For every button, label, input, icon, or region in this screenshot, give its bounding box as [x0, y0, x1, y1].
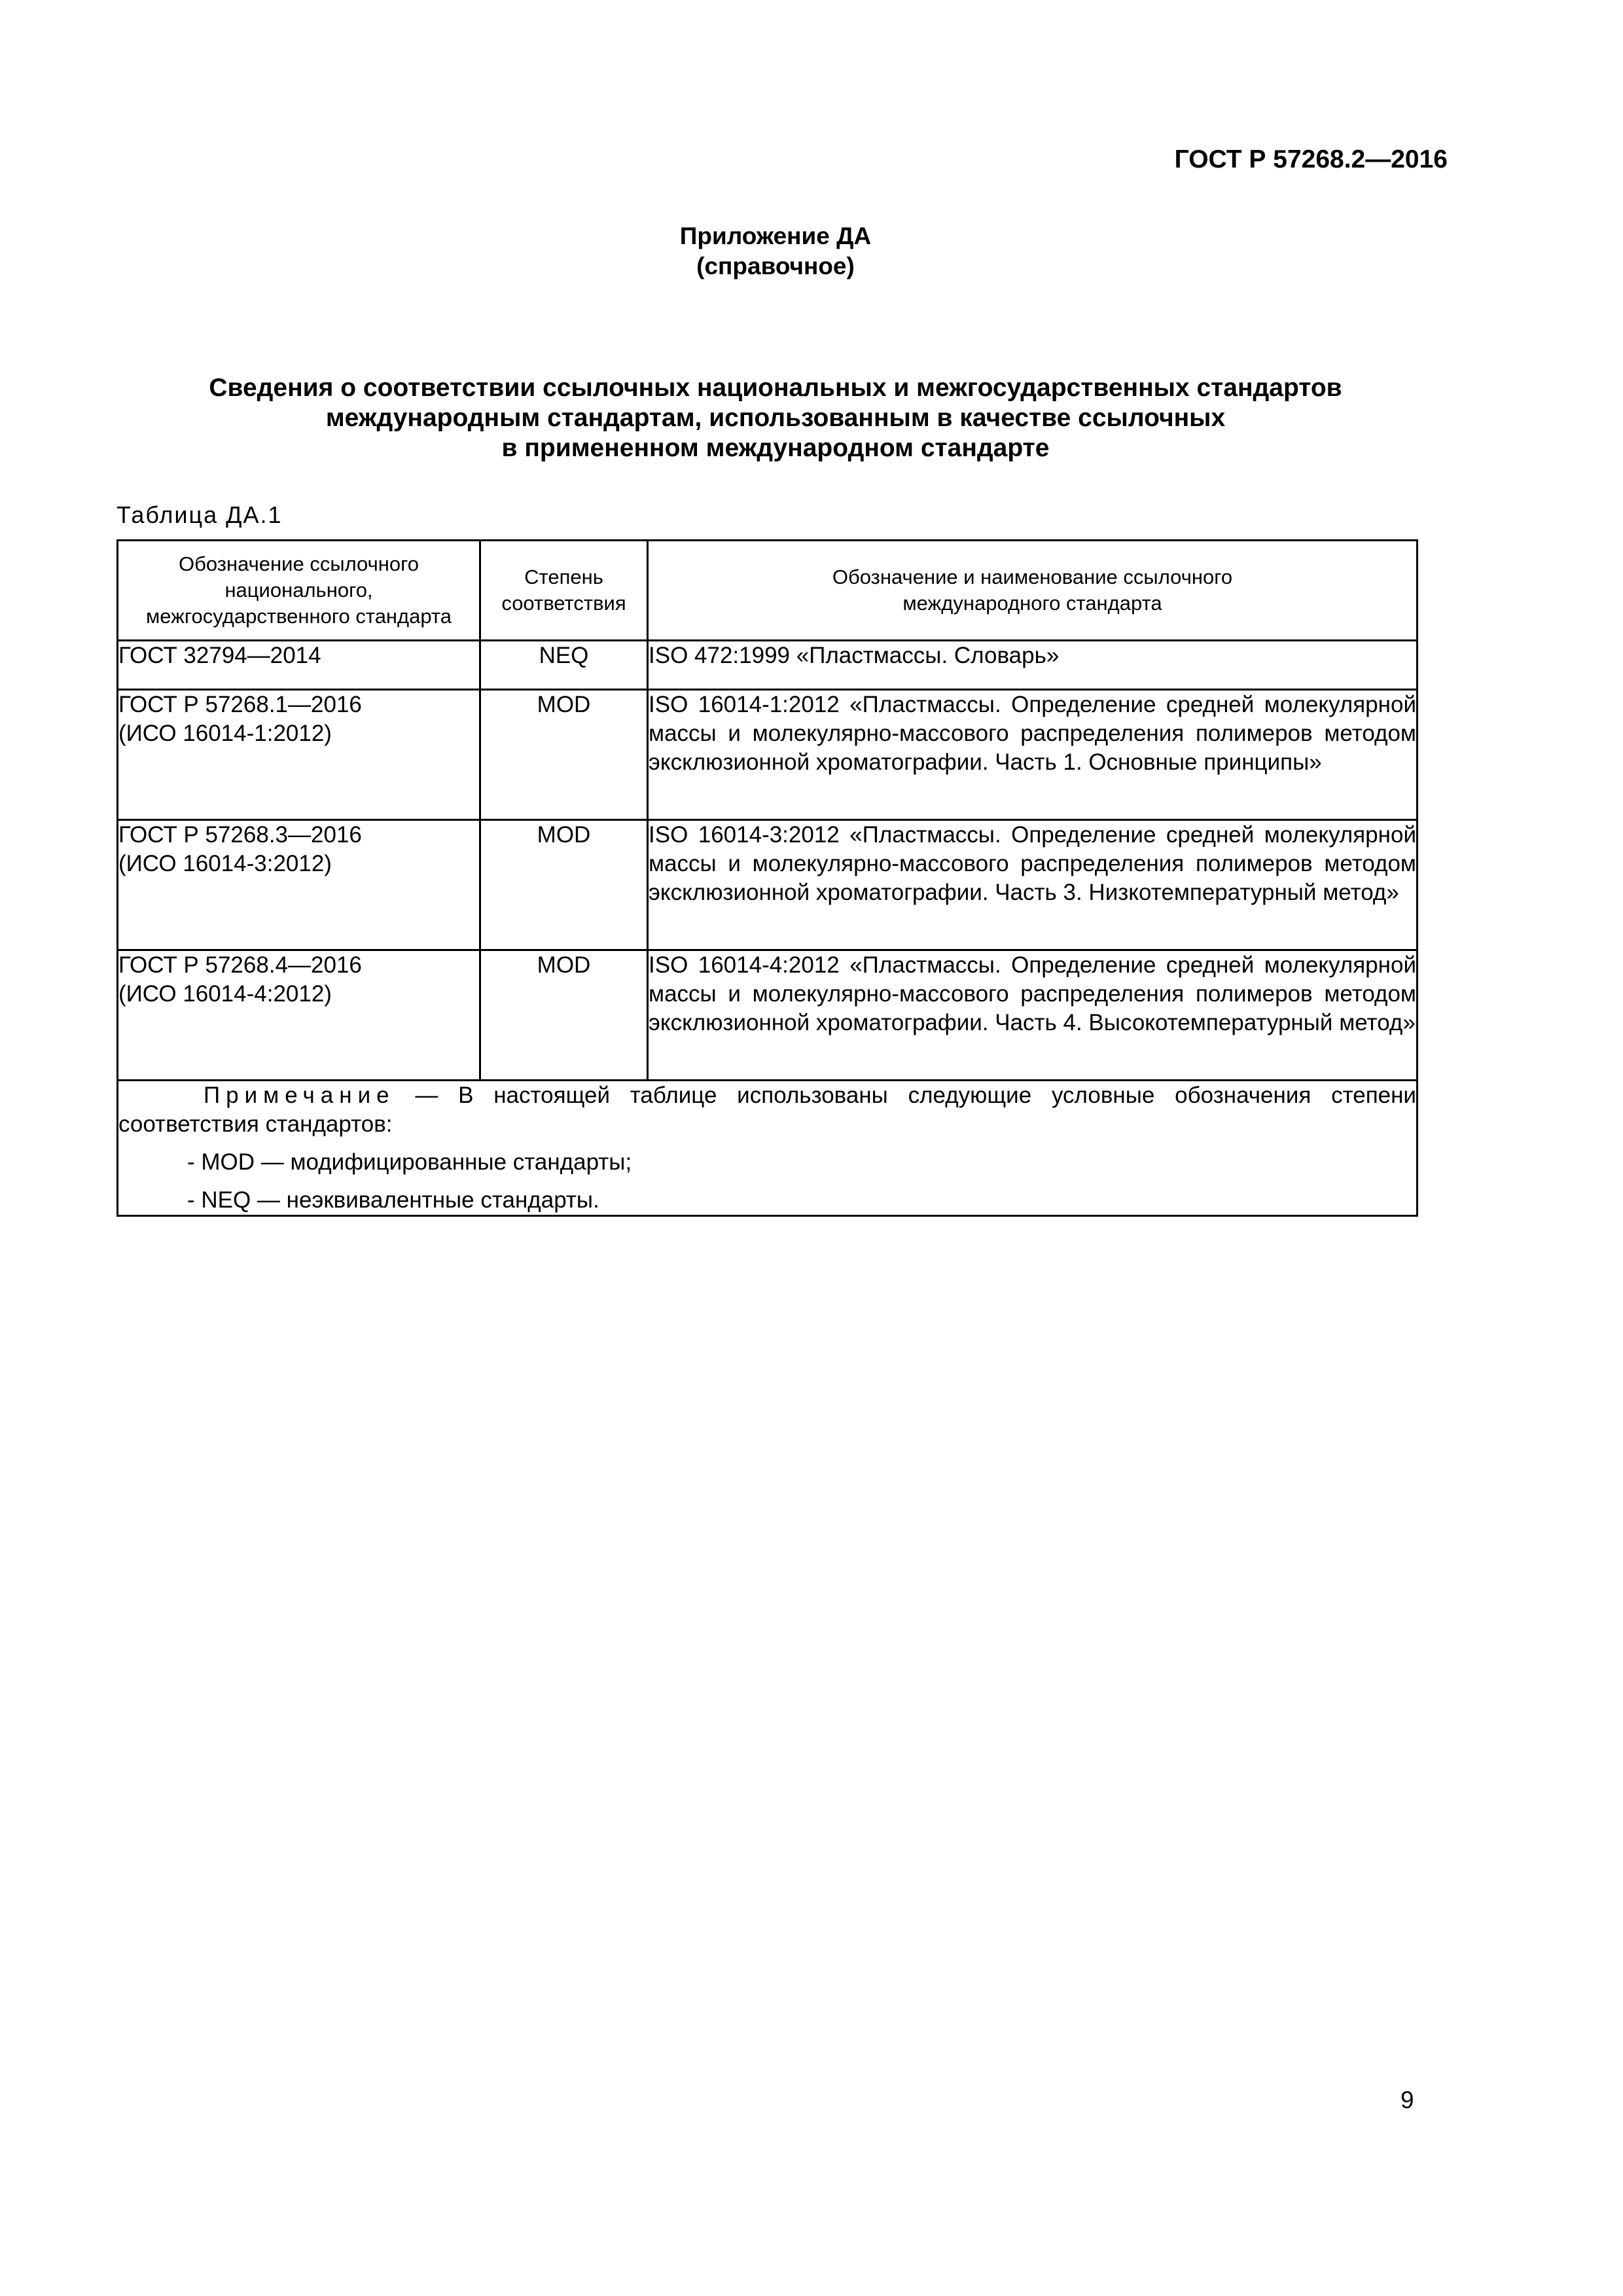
- standard-code: ГОСТ Р 57268.3—2016: [118, 822, 362, 848]
- standard-iso-equivalent: (ИСО 16014-1:2012): [118, 721, 332, 746]
- table-note: [118, 1081, 1418, 1216]
- page-number: 9: [1400, 2087, 1414, 2113]
- table-note-row: [118, 1081, 1418, 1216]
- cell-international-standard: ISO 472:1999 «Пластмассы. Словарь»: [648, 641, 1418, 690]
- header-text: национального,: [224, 579, 373, 601]
- note-text: [118, 1081, 1416, 1139]
- heading-line: международным стандартам, использованным в качестве ссылочных: [325, 404, 1226, 432]
- cell-degree: NEQ: [480, 641, 648, 690]
- standard-code: ГОСТ Р 57268.4—2016: [118, 952, 362, 978]
- standard-code: ГОСТ 32794—2014: [118, 643, 321, 668]
- header-text: Обозначение ссылочного: [179, 552, 419, 575]
- header-text: международного стандарта: [902, 592, 1162, 615]
- cell-standard-code: [118, 950, 480, 1081]
- annex-subtitle: (справочное): [696, 253, 855, 279]
- table-row: [118, 950, 1418, 1081]
- correspondence-table: [116, 539, 1418, 1217]
- table-row: [118, 820, 1418, 950]
- standard-iso-equivalent: (ИСО 16014-3:2012): [118, 851, 332, 876]
- cell-degree: MOD: [480, 950, 648, 1081]
- note-item: - NEQ — неэквивалентные стандарты.: [187, 1187, 599, 1213]
- note-item: - MOD — модифицированные стандарты;: [187, 1149, 632, 1175]
- header-text: межгосударственного стандарта: [145, 605, 452, 628]
- section-heading: [0, 373, 1551, 463]
- cell-standard-code: [118, 641, 480, 690]
- note-body: — В настоящей таблице использованы следующие условные обозначения степени соответствия стандартов:: [118, 1083, 1416, 1137]
- standard-iso-equivalent: (ИСО 16014-4:2012): [118, 981, 332, 1007]
- cell-degree: MOD: [480, 690, 648, 820]
- standard-code: ГОСТ Р 57268.1—2016: [118, 692, 362, 717]
- cell-standard-code: [118, 690, 480, 820]
- note-label: Примечание: [204, 1083, 395, 1108]
- header-degree: [480, 541, 648, 641]
- cell-international-standard: ISO 16014-3:2012 «Пластмассы. Определение средней молекулярной массы и молекулярно-массового распределения полимеров методом эксклюзионной хроматографии. Часть 3. Низкотемпературный метод»: [648, 820, 1418, 950]
- table-caption: Таблица ДА.1: [116, 501, 283, 528]
- table-row: [118, 641, 1418, 690]
- header-text: соответствия: [501, 592, 626, 615]
- header-text: Обозначение и наименование ссылочного: [832, 565, 1233, 588]
- heading-line: Сведения о соответствии ссылочных национальных и межгосударственных стандартов: [209, 374, 1342, 402]
- document-code: ГОСТ Р 57268.2—2016: [1174, 145, 1448, 173]
- cell-standard-code: [118, 820, 480, 950]
- cell-international-standard: ISO 16014-1:2012 «Пластмассы. Определение средней молекулярной массы и молекулярно-массового распределения полимеров методом эксклюзионной хроматографии. Часть 1. Основные принципы»: [648, 690, 1418, 820]
- header-national-standard: [118, 541, 480, 641]
- annex-title: Приложение ДА: [679, 223, 872, 249]
- header-text: Степень: [524, 565, 603, 588]
- cell-degree: MOD: [480, 820, 648, 950]
- table-row: [118, 690, 1418, 820]
- table-header-row: [118, 541, 1418, 641]
- cell-international-standard: ISO 16014-4:2012 «Пластмассы. Определение средней молекулярной массы и молекулярно-массового распределения полимеров методом эксклюзионной хроматографии. Часть 4. Высокотемпературный метод»: [648, 950, 1418, 1081]
- header-international-standard: [648, 541, 1418, 641]
- heading-line: в примененном международном стандарте: [501, 434, 1050, 462]
